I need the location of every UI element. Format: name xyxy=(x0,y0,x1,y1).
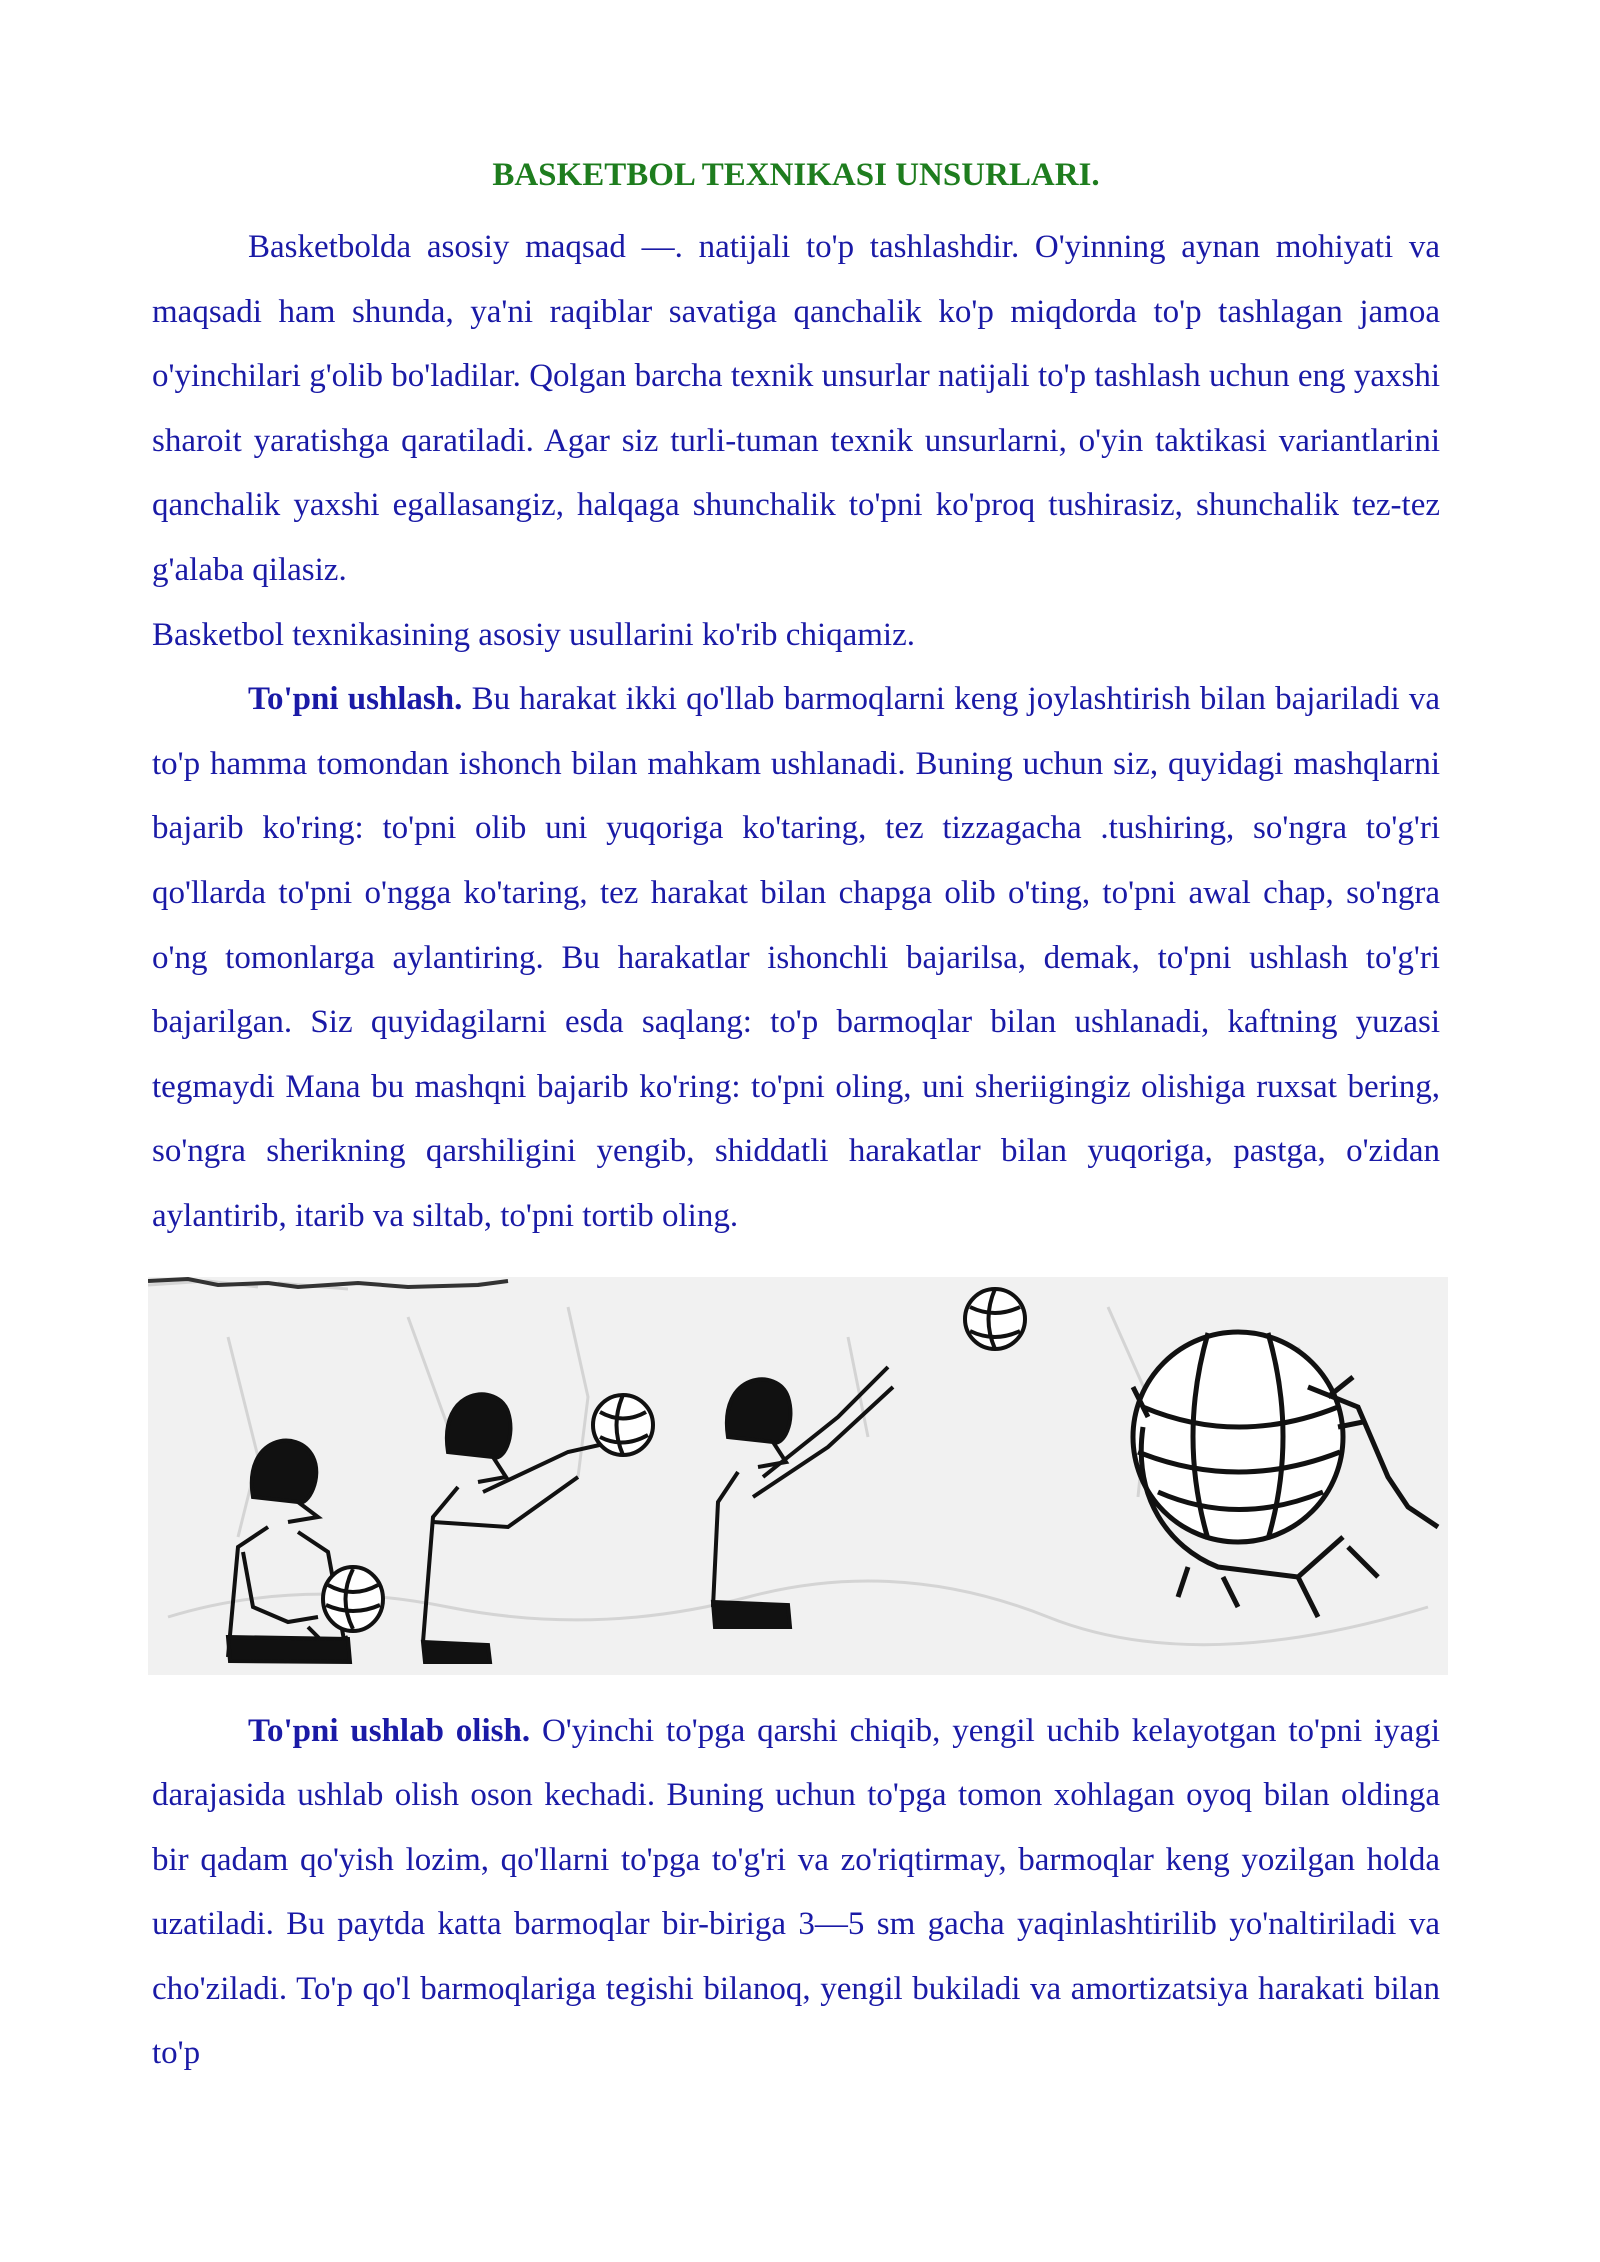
intro-paragraph: Basketbolda asosiy maqsad —. natijali to'p tashlashdir. O'yinning aynan mohiyati va maqsadi ham shunda, ya'ni raqiblar savatiga qanchalik ko'p miqdorda to'p tashlagan jamoa o'yinchilari g'olib bo'ladilar. Qolgan barcha texnik unsurlar natijali to'p tashlash uchun eng yaxshi sharoit yaratishga qaratiladi. Agar siz turli-tuman texnik unsurlarni, o'yin taktikasi variantlarini qanchalik yaxshi egallasangiz, halqaga shunchalik to'pni ko'proq tushirasiz, shunchalik tez-tez g'alaba qilasiz. xyxy=(152,229,1440,588)
ball-catching-illustration xyxy=(148,1277,1448,1675)
section-ushlash-paragraph xyxy=(152,667,1440,1248)
section-ushlash-heading: To'pni ushlash. xyxy=(248,681,463,718)
document-page xyxy=(152,150,1440,2086)
player-figure-1 xyxy=(228,1440,383,1661)
section-ushlash-text: Bu harakat ikki qo'llab barmoqlarni keng joylashtirish bilan bajariladi va to'p hamma tomondan ishonch bilan mahkam ushlanadi. Buning uchun siz, quyidagi mashqlarni bajarib ko'ring: to'pni olib uni yuqoriga ko'taring, tez tizzagacha .tushiring, so'ngra to'g'ri qo'llarda to'pni o'ngga ko'taring, tez harakat bilan chapga olib o'ting, to'pni awal chap, so'ngra o'ng tomonlarga aylantiring. Bu harakatlar ishonchli bajarilsa, demak, to'pni ushlash to'g'ri bajarilgan. Siz quyidagilarni esda saqlang: to'p barmoqlar bilan ushlanadi, kaftning yuzasi tegmaydi Mana bu mashqni bajarib ko'ring: to'pni oling, uni sheriigingiz olishiga ruxsat bering, so'ngra sherikning qarshiligini yengib, shiddatli harakatlar bilan yuqoriga, pastga, o'zidan aylantirib, itarib va siltab, to'pni tortib oling. xyxy=(152,681,1441,1234)
intro-line: Basketbol texnikasining asosiy usullarini ko'rib chiqamiz. xyxy=(152,616,915,653)
section-ushlab-olish-paragraph xyxy=(152,1699,1440,2087)
section-ushlab-olish-text: O'yinchi to'pga qarshi chiqib, yengil uchib kelayotgan to'pni iyagi darajasida ushlab olish oson kechadi. Buning uchun to'pga tomon xohlagan oyoq bilan oldinga bir qadam qo'yish lozim, qo'llarni to'pga to'g'ri va zo'riqtirmay, barmoqlar keng yozilgan holda uzatiladi. Bu paytda katta barmoqlar bir-biriga 3—5 sm gacha yaqinlashtirilib yo'naltiriladi va cho'ziladi. To'p qo'l barmoqlariga tegishi bilanoq, yengil bukiladi va amortizatsiya harakati bilan to'p xyxy=(152,1712,1440,2072)
section-ushlab-olish-heading: To'pni ushlab olish. xyxy=(248,1712,531,1749)
document-title: BASKETBOL TEXNIKASI UNSURLARI. xyxy=(492,157,1100,193)
player-figure-3 xyxy=(713,1289,1025,1627)
player-figure-2 xyxy=(423,1394,653,1662)
hands-holding-ball xyxy=(1133,1332,1438,1617)
